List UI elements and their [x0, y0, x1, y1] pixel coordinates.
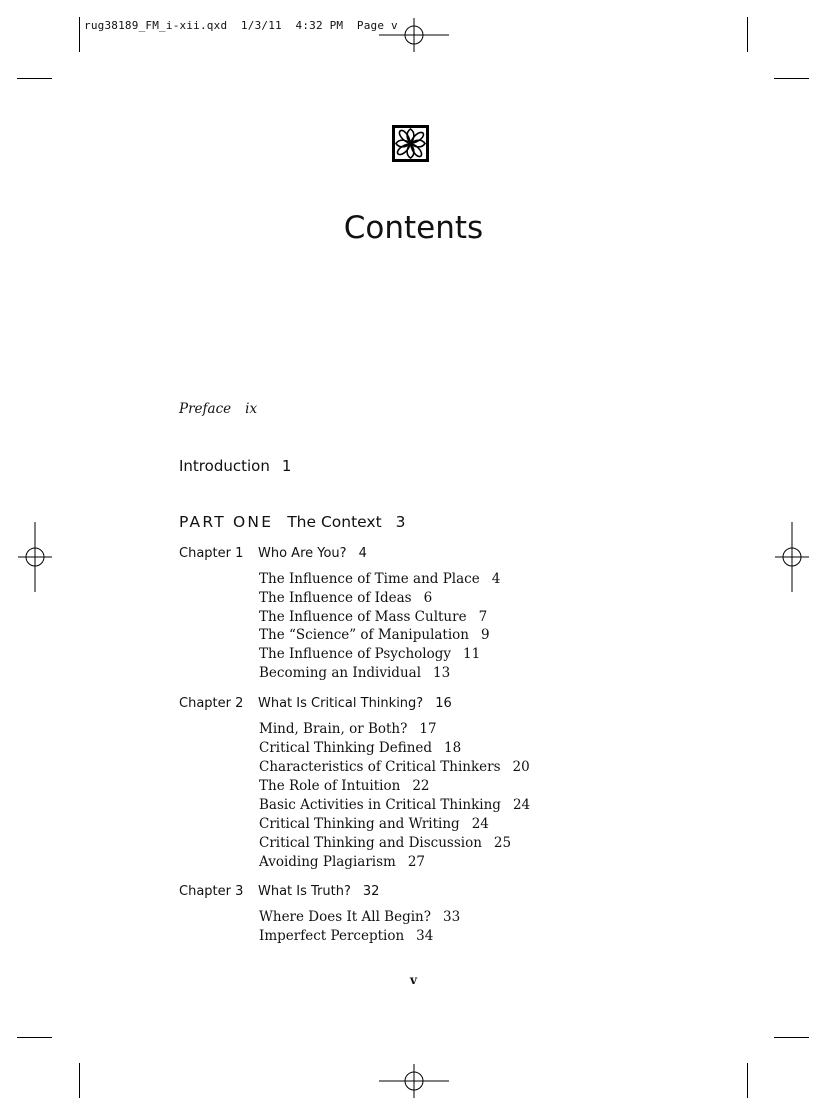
- toc-page-number: 34: [416, 928, 434, 944]
- crop-mark: [774, 1037, 809, 1038]
- toc-page-number: 24: [512, 797, 531, 813]
- toc-section: [259, 909, 460, 925]
- section-title: The “Science” of Manipulation: [259, 627, 470, 643]
- crop-mark: [17, 1037, 52, 1038]
- toc-section: [259, 797, 530, 813]
- toc-chapter: [179, 884, 379, 899]
- crop-mark: [17, 78, 52, 79]
- print-slug: rug38189_FM_i-xii.qxd 1/3/11 4:32 PM Page v: [84, 19, 398, 32]
- registration-mark-icon: [379, 1064, 449, 1098]
- toc-section: [259, 854, 425, 870]
- crop-mark: [747, 1063, 748, 1098]
- toc-page-number: 1: [281, 457, 292, 475]
- toc-page-number: 25: [493, 835, 512, 851]
- section-title: Mind, Brain, or Both?: [259, 721, 408, 737]
- toc-page-number: 22: [412, 778, 430, 794]
- toc-page-number: 3: [395, 513, 406, 531]
- toc-page-number: 9: [481, 627, 490, 643]
- toc-page-number: 11: [463, 646, 481, 662]
- toc-section: [259, 665, 450, 681]
- section-title: Imperfect Perception: [259, 928, 405, 944]
- toc-section: [259, 816, 489, 832]
- toc-page-number: ix: [245, 401, 258, 417]
- toc-page-number: 7: [478, 609, 488, 625]
- section-title: The Influence of Psychology: [259, 646, 452, 662]
- section-title: Avoiding Plagiarism: [259, 854, 396, 870]
- toc-section: [259, 721, 437, 737]
- toc-section: [259, 590, 432, 606]
- section-title: The Role of Intuition: [259, 778, 401, 794]
- toc-page-number: 4: [491, 571, 501, 587]
- chapter-label: Chapter 2: [179, 696, 244, 711]
- toc-section: [259, 928, 433, 944]
- section-title: The Influence of Ideas: [259, 590, 412, 606]
- section-title: The Influence of Mass Culture: [259, 609, 467, 625]
- registration-mark-icon: [775, 522, 809, 592]
- toc-entry-title: Introduction: [179, 457, 270, 475]
- toc-section: [259, 835, 511, 851]
- toc-page-number: 24: [471, 816, 489, 832]
- crop-mark: [774, 78, 809, 79]
- page-number: v: [410, 973, 417, 987]
- toc-page-number: 17: [419, 721, 437, 737]
- toc-page-number: 6: [423, 590, 433, 606]
- toc-section: [259, 609, 487, 625]
- toc-section: [259, 740, 461, 756]
- toc-section: [259, 778, 430, 794]
- registration-mark-icon: [18, 522, 52, 592]
- toc-page-number: 33: [442, 909, 461, 925]
- toc-part-heading: [179, 513, 406, 531]
- section-title: Basic Activities in Critical Thinking: [259, 797, 501, 813]
- toc-page-number: 4: [358, 546, 367, 561]
- ornament-icon: [392, 125, 429, 162]
- toc-introduction: [179, 457, 291, 475]
- toc-page-number: 32: [362, 884, 380, 899]
- page-title: Contents: [343, 210, 484, 246]
- toc-page-number: 18: [444, 740, 462, 756]
- toc-chapter: [179, 696, 452, 711]
- toc-section: [259, 759, 530, 775]
- toc-preface: [179, 401, 257, 417]
- section-title: Critical Thinking Defined: [259, 740, 433, 756]
- toc-page-number: 16: [435, 696, 452, 711]
- toc-chapter: [179, 546, 367, 561]
- toc-section: [259, 571, 500, 587]
- toc-entry-title: Preface: [179, 401, 232, 417]
- section-title: Becoming an Individual: [259, 665, 422, 681]
- crop-mark: [747, 17, 748, 52]
- section-title: Critical Thinking and Discussion: [259, 835, 482, 851]
- chapter-title: Who Are You?: [258, 546, 347, 561]
- part-title: The Context: [287, 513, 382, 531]
- toc-page-number: 20: [512, 759, 530, 775]
- crop-mark: [79, 1063, 80, 1098]
- section-title: Critical Thinking and Writing: [259, 816, 460, 832]
- toc-page-number: 13: [433, 665, 451, 681]
- crop-mark: [79, 17, 80, 52]
- toc-section: [259, 627, 490, 643]
- registration-mark-icon: [379, 18, 449, 52]
- chapter-title: What Is Critical Thinking?: [258, 696, 424, 711]
- chapter-label: Chapter 1: [179, 546, 244, 561]
- section-title: Where Does It All Begin?: [259, 909, 431, 925]
- chapter-label: Chapter 3: [179, 884, 244, 899]
- chapter-title: What Is Truth?: [258, 884, 351, 899]
- section-title: Characteristics of Critical Thinkers: [259, 759, 501, 775]
- part-label: PART ONE: [179, 513, 274, 531]
- toc-page-number: 27: [407, 854, 426, 870]
- section-title: The Influence of Time and Place: [259, 571, 480, 587]
- toc-section: [259, 646, 480, 662]
